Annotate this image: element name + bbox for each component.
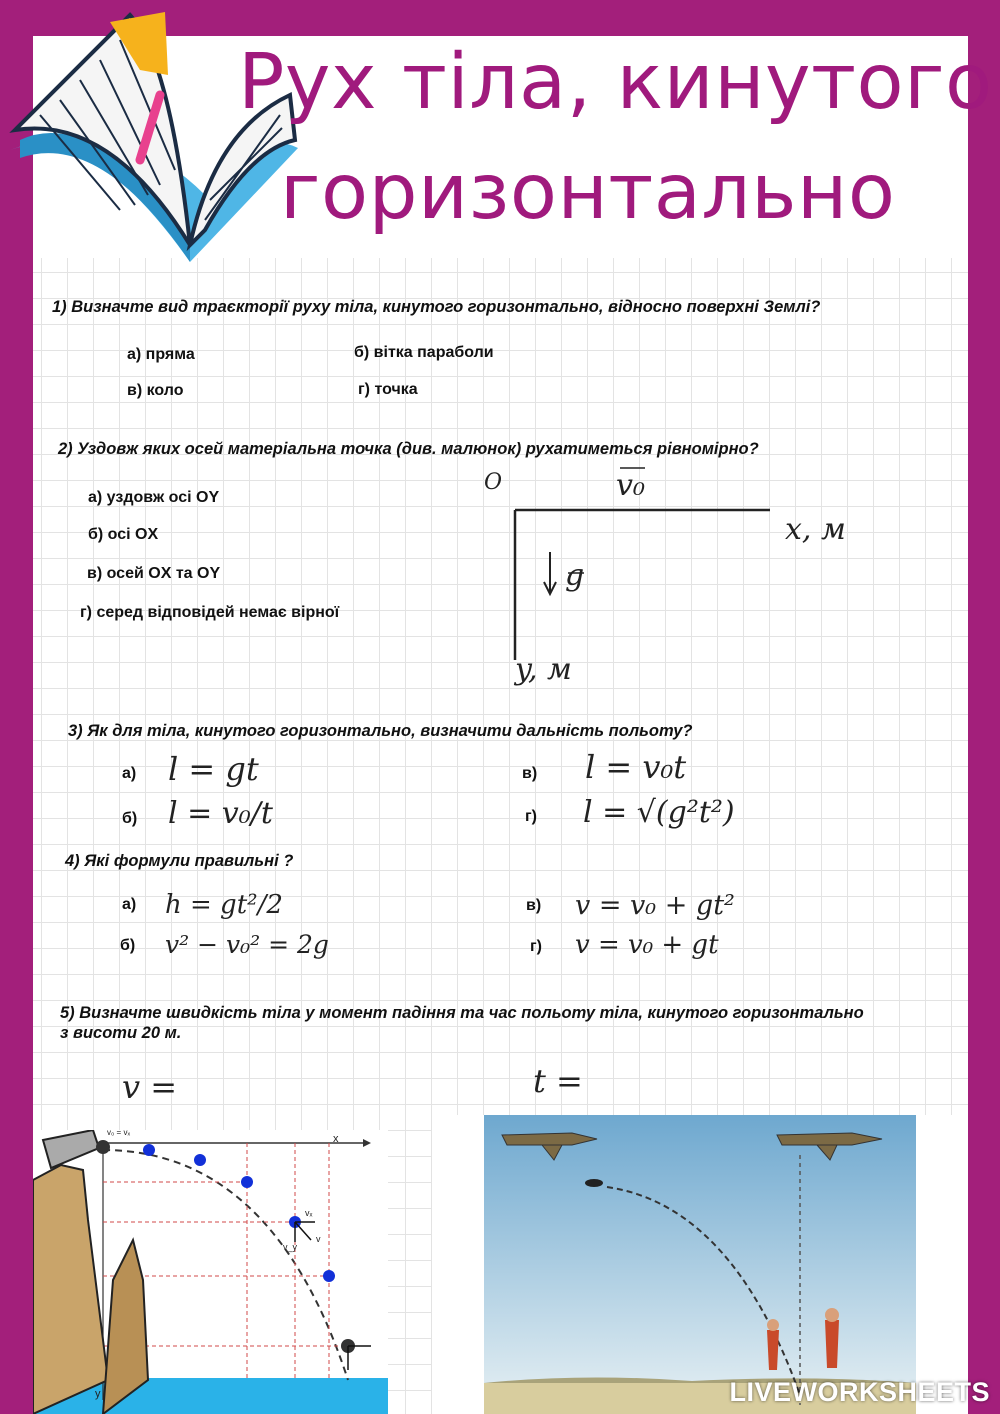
q3-formula-a[interactable]: l = gt — [168, 750, 259, 788]
q3-formula-v[interactable]: l = v₀t — [585, 748, 687, 786]
q3-formula-b[interactable]: l = v₀/t — [168, 796, 273, 831]
left-vx-label: vₓ — [305, 1208, 313, 1218]
left-y-label: y — [95, 1388, 101, 1400]
question-1: 1) Визначте вид траєкторії руху тіла, кинутого горизонтально, відносно поверхні Землі? — [52, 298, 821, 316]
x-axis-label: x, м — [785, 512, 846, 547]
q1-option-v[interactable]: в) коло — [127, 382, 184, 399]
q4-formula-b[interactable]: v² − v₀² = 2g — [165, 930, 329, 959]
y-axis-label: y, м — [515, 652, 572, 687]
q2-option-v[interactable]: в) осей OX та OY — [87, 565, 221, 582]
left-x-label: x — [333, 1133, 339, 1145]
q3-label-g: г) — [525, 808, 537, 825]
plane-drop-illustration — [432, 1115, 968, 1414]
page-title-line2: горизонтально — [280, 148, 896, 237]
v0-label: v₀ — [616, 468, 645, 503]
left-v0-label: v₀ = vₓ — [107, 1130, 131, 1137]
q2-option-g[interactable]: г) серед відповідей немає вірної — [80, 604, 340, 621]
q4-formula-v[interactable]: v = v₀ + gt² — [575, 890, 735, 921]
question-5-line2: з висоти 20 м. — [60, 1024, 182, 1042]
liveworksheets-watermark: LIVEWORKSHEETS — [729, 1377, 990, 1407]
q4-formula-a[interactable]: h = gt²/2 — [165, 890, 283, 920]
q2-option-a[interactable]: а) уздовж осі OY — [88, 489, 220, 506]
cliff-trajectory-illustration — [33, 1130, 388, 1414]
left-v-label: v — [316, 1234, 321, 1244]
q3-label-a: а) — [122, 765, 137, 782]
answer-v-field[interactable]: v = — [122, 1068, 178, 1106]
answer-t-field[interactable]: t = — [533, 1062, 583, 1100]
q4-label-g: г) — [530, 938, 542, 955]
q4-label-v: в) — [526, 897, 542, 914]
q4-label-b: б) — [120, 937, 136, 954]
g-label: g — [565, 558, 585, 593]
left-vy-label: v_y — [283, 1242, 298, 1252]
q4-formula-g[interactable]: v = v₀ + gt — [575, 930, 719, 960]
q3-label-v: в) — [522, 765, 538, 782]
q4-label-a: а) — [122, 896, 137, 913]
question-3: 3) Як для тіла, кинутого горизонтально, визначити дальність польоту? — [68, 722, 693, 740]
question-4: 4) Які формули правильні ? — [65, 852, 294, 870]
q1-option-g[interactable]: г) точка — [358, 381, 418, 398]
q1-option-a[interactable]: а) пряма — [127, 346, 195, 363]
origin-label: O — [484, 470, 503, 495]
question-5-line1: 5) Визначте швидкість тіла у момент падіння та час польоту тіла, кинутого горизонтально — [60, 1004, 864, 1022]
question-2: 2) Уздовж яких осей матеріальна точка (див. малюнок) рухатиметься рівномірно? — [58, 440, 759, 458]
page-title-line1: Рух тіла, кинутого — [238, 38, 993, 127]
q3-formula-g[interactable]: l = √(g²t²) — [583, 795, 735, 830]
q1-option-b[interactable]: б) вітка параболи — [354, 344, 494, 361]
q3-label-b: б) — [122, 810, 138, 827]
q2-option-b[interactable]: б) осі OX — [88, 526, 159, 543]
